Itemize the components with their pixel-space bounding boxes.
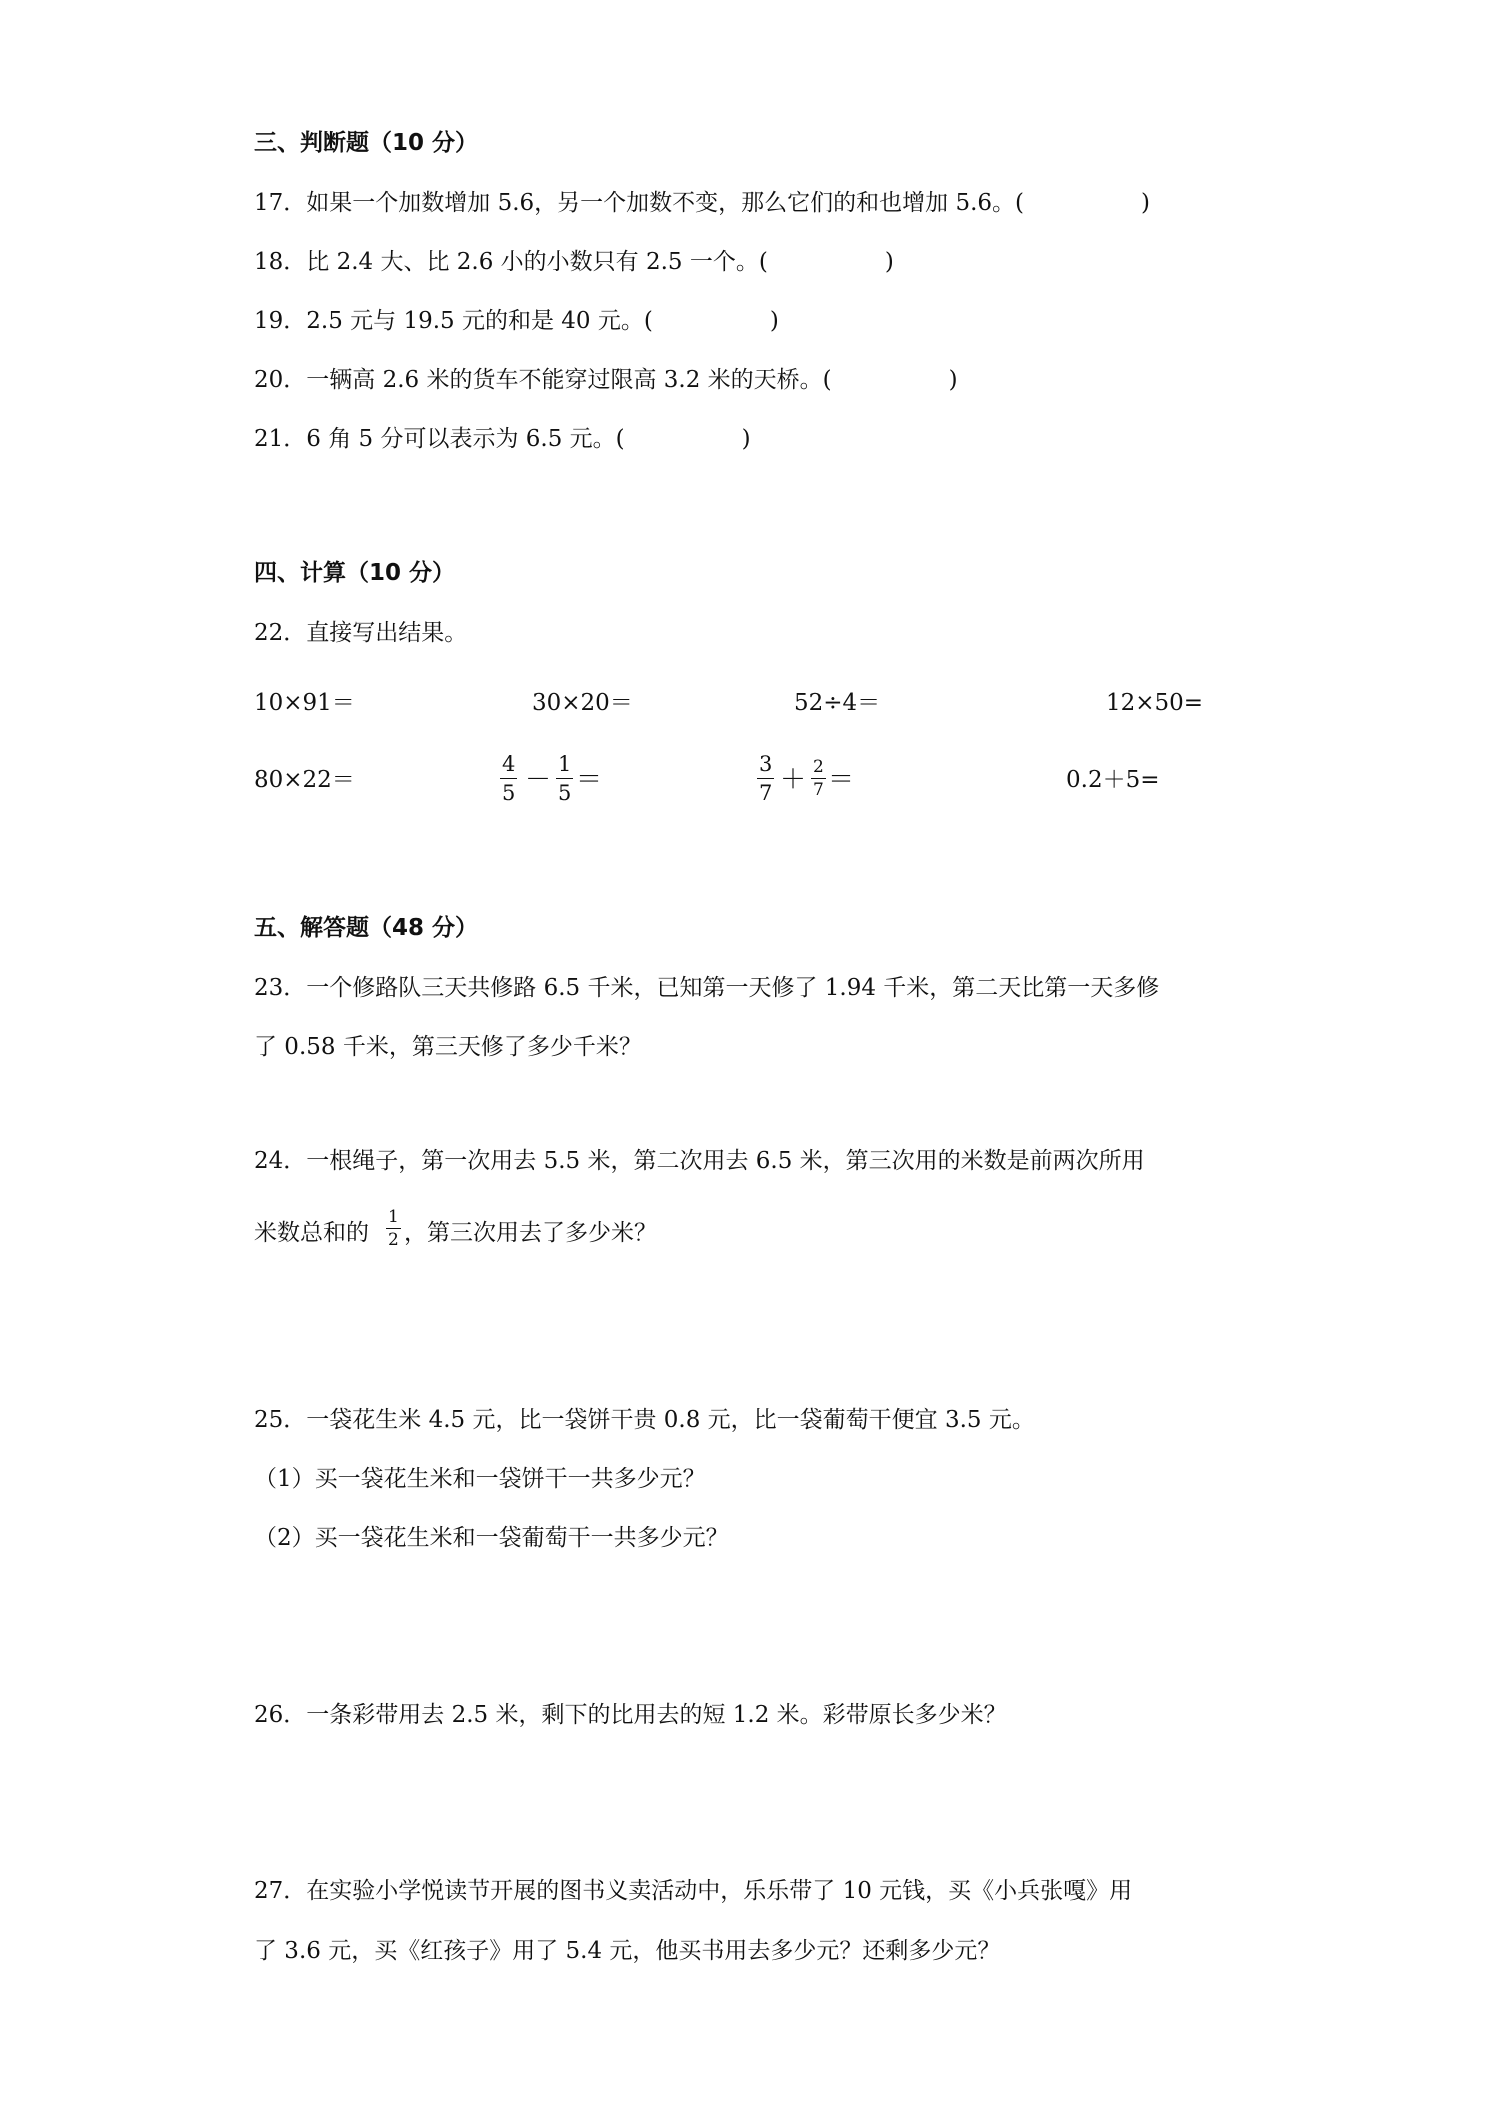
minus-sign: － [525,765,552,795]
fraction-4-5 [500,752,517,805]
denominator: 7 [759,781,773,805]
question-25-sub-2: （2）买一袋花生米和一袋葡萄干一共多少元？ [254,1525,729,1551]
numerator: 1 [388,1207,399,1227]
question-25-line-1: 25．一袋花生米 4.5 元，比一袋饼干贵 0.8 元，比一袋葡萄干便宜 3.5 元。 [254,1407,1035,1433]
question-24-line-1: 24．一根绳子，第一次用去 5.5 米，第二次用去 6.5 米，第三次用的米数是前两次所用 [254,1148,1145,1174]
question-19: 19．2.5 元与 19.5 元的和是 40 元。( ) [254,308,779,334]
fraction-bar [556,778,573,779]
question-23-line-2: 了 0.58 千米，第三天修了多少千米？ [254,1034,642,1060]
plus-sign: ＋ [780,765,807,795]
calc-52div4: 52÷4＝ [794,690,881,716]
fraction-3-7 [757,752,774,805]
calc-30x20: 30×20＝ [532,690,633,716]
question-17: 17．如果一个加数增加 5.6，另一个加数不变，那么它们的和也增加 5.6。( ) [254,190,1150,216]
denominator: 2 [388,1230,399,1250]
question-25-sub-1: （1）买一袋花生米和一袋饼干一共多少元？ [254,1466,706,1492]
calc-80x22: 80×22＝ [254,767,355,793]
denominator: 7 [813,780,824,800]
section-4-heading: 四、计算（10 分） [254,560,456,586]
question-21: 21．6 角 5 分可以表示为 6.5 元。( ) [254,426,751,452]
question-20: 20．一辆高 2.6 米的货车不能穿过限高 3.2 米的天桥。( ) [254,367,958,393]
question-24-line-2-prefix: 米数总和的 [254,1220,369,1246]
fraction-1-2 [386,1208,401,1249]
question-27-line-1: 27．在实验小学悦读节开展的图书义卖活动中，乐乐带了 10 元钱，买《小兵张嘎》用 [254,1878,1133,1904]
question-23-line-1: 23．一个修路队三天共修路 6.5 千米，已知第一天修了 1.94 千米，第二天比第一天多修 [254,975,1160,1001]
numerator: 4 [502,752,516,776]
question-26: 26．一条彩带用去 2.5 米，剩下的比用去的短 1.2 米。彩带原长多少米？ [254,1702,1007,1728]
fraction-1-5 [556,752,573,805]
section-5-heading: 五、解答题（48 分） [254,915,479,941]
equals-sign: ＝ [828,765,855,795]
fraction-2-7 [811,758,826,799]
numerator: 3 [759,752,773,776]
fraction-bar [500,778,517,779]
calc-12x50: 12×50= [1106,690,1204,716]
question-24-line-2-suffix: ，第三次用去了多少米？ [404,1220,657,1246]
calc-10x91: 10×91＝ [254,690,355,716]
numerator: 2 [813,757,824,777]
denominator: 5 [558,781,572,805]
fraction-bar [757,778,774,779]
question-18: 18．比 2.4 大、比 2.6 小的小数只有 2.5 一个。( ) [254,249,894,275]
fraction-bar [811,778,826,779]
denominator: 5 [502,781,516,805]
equals-sign: ＝ [576,765,603,795]
numerator: 1 [558,752,572,776]
question-27-line-2: 了 3.6 元，买《红孩子》用了 5.4 元，他买书用去多少元？还剩多少元？ [254,1938,1001,1964]
calc-0.2plus5: 0.2＋5= [1066,767,1160,793]
question-22: 22．直接写出结果。 [254,620,468,646]
section-3-heading: 三、判断题（10 分） [254,130,479,156]
fraction-bar [386,1228,401,1229]
